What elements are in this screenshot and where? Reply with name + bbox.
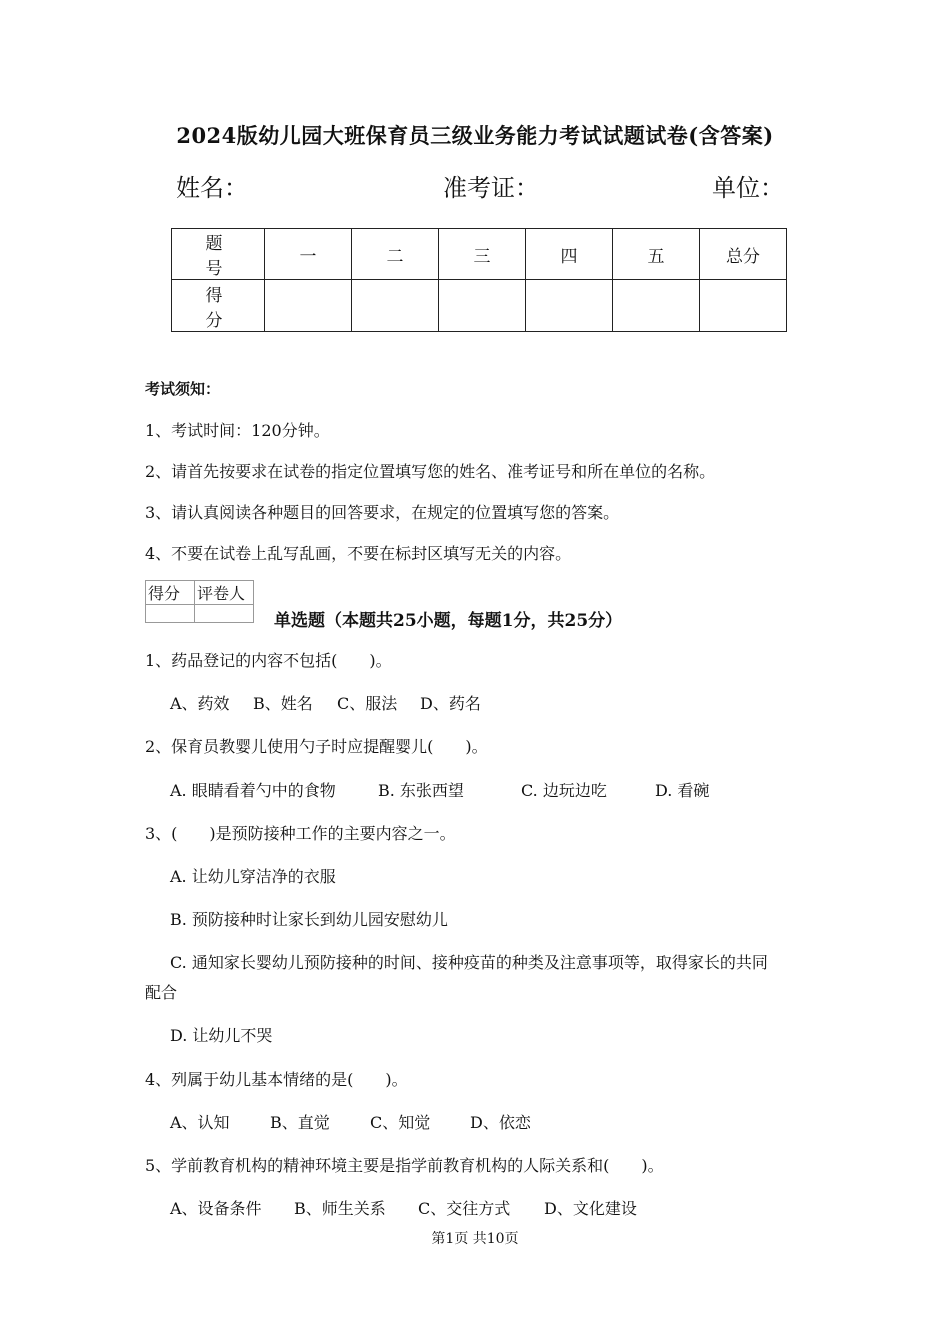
score-cell[interactable]	[700, 280, 787, 332]
score-cell[interactable]	[526, 280, 613, 332]
option[interactable]: A、设备条件	[170, 1199, 262, 1218]
score-table-header-cell: 二	[352, 229, 439, 280]
score-table-header-cell: 一	[265, 229, 352, 280]
question-options	[170, 1110, 531, 1133]
option[interactable]: A、药效	[170, 694, 230, 713]
notice-item: 3、请认真阅读各种题目的回答要求，在规定的位置填写您的答案。	[145, 503, 620, 522]
option[interactable]: C. 边玩边吃	[521, 781, 607, 800]
score-table-header-row	[172, 229, 787, 280]
question-stem: 5、学前教育机构的精神环境主要是指学前教育机构的人际关系和( )。	[145, 1156, 664, 1175]
question-options	[170, 1196, 637, 1219]
name-field-label: 姓名：	[176, 174, 248, 202]
unit-field-label: 单位：	[712, 174, 784, 202]
option[interactable]: B. 东张西望	[378, 781, 464, 800]
score-table-header-cell: 四	[526, 229, 613, 280]
option[interactable]: D、依恋	[470, 1113, 531, 1132]
section-title: 单选题（本题共25小题，每题1分，共25分）	[274, 611, 623, 631]
question-stem: 3、( )是预防接种工作的主要内容之一。	[145, 824, 456, 843]
exam-id-field-label: 准考证：	[443, 174, 539, 202]
page-title: 2024版幼儿园大班保育员三级业务能力考试试题试卷(含答案)	[176, 123, 774, 148]
option[interactable]: A. 让幼儿穿洁净的衣服	[170, 867, 336, 886]
notice-item: 2、请首先按要求在试卷的指定位置填写您的姓名、准考证号和所在单位的名称。	[145, 462, 716, 481]
question-stem: 4、列属于幼儿基本情绪的是( )。	[145, 1070, 408, 1089]
question-options	[170, 691, 481, 714]
option[interactable]: B. 预防接种时让家长到幼儿园安慰幼儿	[170, 910, 448, 929]
score-cell[interactable]	[439, 280, 526, 332]
option[interactable]: C、服法	[337, 694, 398, 713]
score-table-score-row	[172, 280, 787, 332]
option[interactable]: D. 让幼儿不哭	[170, 1026, 273, 1045]
option[interactable]: D、文化建设	[544, 1199, 637, 1218]
score-cell[interactable]	[613, 280, 700, 332]
score-cell[interactable]	[265, 280, 352, 332]
question-stem: 1、药品登记的内容不包括( )。	[145, 651, 392, 670]
grader-name-label: 评卷人	[195, 581, 254, 605]
score-table-header-label: 题 号	[172, 229, 265, 280]
score-table-header-cell: 总分	[700, 229, 787, 280]
grader-name-cell[interactable]	[195, 605, 254, 623]
grader-box	[145, 580, 254, 623]
grader-score-cell[interactable]	[146, 605, 195, 623]
option[interactable]: C、知觉	[370, 1113, 431, 1132]
score-table-row-label: 得 分	[172, 280, 265, 332]
page-footer: 第1页 共10页	[431, 1231, 519, 1247]
notice-heading: 考试须知：	[145, 380, 221, 398]
option[interactable]: B、师生关系	[294, 1199, 386, 1218]
option[interactable]: A. 眼睛看着勺中的食物	[170, 781, 336, 800]
option[interactable]: B、直觉	[270, 1113, 330, 1132]
notice-item: 1、考试时间：120分钟。	[145, 421, 330, 440]
option[interactable]: C. 通知家长婴幼儿预防接种的时间、接种疫苗的种类及注意事项等，取得家长的共同	[170, 953, 768, 972]
option[interactable]: D、药名	[420, 694, 481, 713]
grader-score-label: 得分	[146, 581, 195, 605]
notice-item: 4、不要在试卷上乱写乱画，不要在标封区填写无关的内容。	[145, 544, 572, 563]
option-continuation: 配合	[145, 983, 178, 1002]
score-cell[interactable]	[352, 280, 439, 332]
question-options	[170, 778, 709, 801]
option[interactable]: A、认知	[170, 1113, 230, 1132]
question-stem: 2、保育员教婴儿使用勺子时应提醒婴儿( )。	[145, 737, 488, 756]
option[interactable]: B、姓名	[253, 694, 313, 713]
option[interactable]: C、交往方式	[418, 1199, 511, 1218]
option[interactable]: D. 看碗	[655, 781, 710, 800]
score-table-header-cell: 三	[439, 229, 526, 280]
score-table	[171, 228, 787, 332]
score-table-header-cell: 五	[613, 229, 700, 280]
